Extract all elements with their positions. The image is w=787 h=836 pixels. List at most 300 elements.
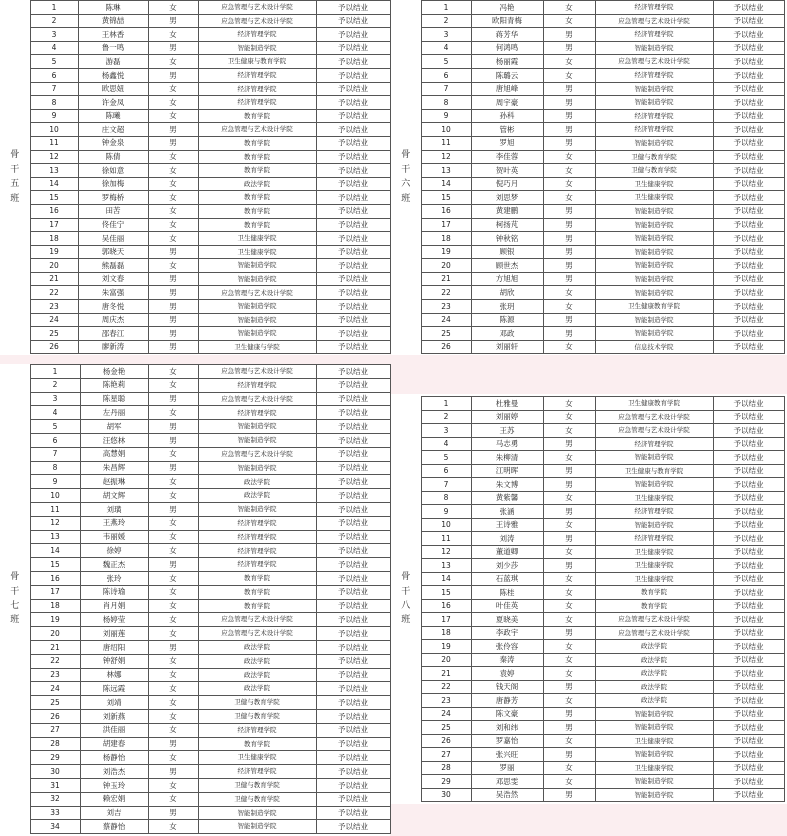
row-number: 2 (30, 14, 78, 28)
department: 卫生健康学院 (595, 559, 713, 573)
table-row (0, 96, 390, 110)
row-number: 13 (30, 164, 78, 178)
row-number: 13 (30, 530, 80, 544)
table-row (391, 532, 784, 546)
row-number: 20 (30, 627, 80, 641)
department: 政法学院 (198, 640, 316, 654)
gender: 男 (148, 41, 198, 55)
gender: 女 (543, 734, 595, 748)
result: 予以结业 (713, 464, 784, 478)
gender: 女 (543, 14, 595, 28)
gender: 男 (543, 464, 595, 478)
row-number: 6 (421, 68, 471, 82)
result: 予以结业 (713, 775, 784, 789)
table-row (0, 232, 390, 246)
department: 卫生健康学院 (595, 734, 713, 748)
gender: 女 (148, 571, 198, 585)
row-number: 34 (30, 820, 80, 834)
student-name: 张伶容 (471, 640, 543, 654)
row-number: 31 (30, 778, 80, 792)
roster-table-5 (0, 0, 391, 354)
row-number: 26 (30, 340, 78, 354)
gender: 女 (543, 191, 595, 205)
row-number: 24 (421, 313, 471, 327)
result: 予以结业 (316, 461, 390, 475)
row-number: 28 (30, 737, 80, 751)
result: 予以结业 (713, 788, 784, 802)
gender: 男 (148, 806, 198, 820)
department: 经济管理学院 (595, 123, 713, 137)
row-number: 4 (30, 41, 78, 55)
department: 教育学院 (198, 191, 316, 205)
gender: 男 (543, 707, 595, 721)
department: 经济管理学院 (595, 28, 713, 42)
gender: 女 (543, 397, 595, 411)
table-row (391, 478, 784, 492)
result: 予以结业 (316, 109, 390, 123)
row-number: 9 (421, 505, 471, 519)
department: 卫生健康学院 (198, 751, 316, 765)
table-row (0, 792, 390, 806)
department: 教育学院 (198, 136, 316, 150)
result: 予以结业 (713, 734, 784, 748)
department: 经济管理学院 (198, 723, 316, 737)
gender: 女 (148, 709, 198, 723)
row-number: 27 (421, 748, 471, 762)
department: 卫生健康学院 (198, 245, 316, 259)
department: 应急管理与艺术设计学院 (198, 447, 316, 461)
department: 卫健与教育学院 (198, 696, 316, 710)
table-row (0, 668, 390, 682)
department: 经济管理学院 (198, 378, 316, 392)
student-name: 柯扬芃 (471, 218, 543, 232)
gender: 女 (148, 232, 198, 246)
result: 予以结业 (713, 55, 784, 69)
row-number: 4 (421, 437, 471, 451)
row-number: 3 (30, 28, 78, 42)
department: 信息技术学院 (595, 340, 713, 354)
department: 经济管理学院 (595, 437, 713, 451)
student-name: 管彬 (471, 123, 543, 137)
table-row (0, 806, 390, 820)
row-number: 21 (30, 272, 78, 286)
gender: 男 (543, 82, 595, 96)
student-name: 朱昌辉 (80, 461, 148, 475)
table-row (391, 340, 784, 354)
row-number: 23 (421, 694, 471, 708)
table-row (0, 150, 390, 164)
student-name: 陈艳莉 (80, 378, 148, 392)
result: 予以结业 (316, 123, 390, 137)
student-name: 邓政 (471, 327, 543, 341)
student-name: 胡欣 (471, 286, 543, 300)
table-row (391, 286, 784, 300)
student-name: 张涵 (471, 505, 543, 519)
department: 智能制造学院 (595, 232, 713, 246)
gender: 女 (148, 1, 198, 15)
row-number: 1 (421, 397, 471, 411)
gender: 男 (543, 123, 595, 137)
department: 智能制造学院 (595, 788, 713, 802)
result: 予以结业 (316, 599, 390, 613)
student-name: 刘丽婷 (471, 410, 543, 424)
gender: 男 (148, 433, 198, 447)
result: 予以结业 (713, 586, 784, 600)
row-number: 23 (30, 668, 80, 682)
gender: 男 (543, 232, 595, 246)
gender: 男 (543, 721, 595, 735)
gender: 女 (543, 491, 595, 505)
student-name: 游磊 (78, 55, 148, 69)
table-row (391, 586, 784, 600)
row-number: 16 (421, 204, 471, 218)
student-name: 石蓝琪 (471, 572, 543, 586)
row-number: 24 (30, 313, 78, 327)
gender: 女 (148, 28, 198, 42)
student-name: 罗丽 (471, 761, 543, 775)
result: 予以结业 (713, 340, 784, 354)
gender: 男 (543, 245, 595, 259)
result: 予以结业 (713, 667, 784, 681)
result: 予以结业 (713, 259, 784, 273)
row-number: 4 (30, 406, 80, 420)
student-name: 魏正杰 (80, 558, 148, 572)
result: 予以结业 (316, 792, 390, 806)
result: 予以结业 (713, 191, 784, 205)
student-name: 钟舒娟 (80, 654, 148, 668)
department: 卫生健康教育学院 (595, 300, 713, 314)
gender: 女 (543, 667, 595, 681)
row-number: 25 (421, 721, 471, 735)
gender: 女 (543, 653, 595, 667)
result: 予以结业 (713, 761, 784, 775)
gender: 男 (148, 313, 198, 327)
result: 予以结业 (713, 721, 784, 735)
department: 应急管理与艺术设计学院 (595, 14, 713, 28)
student-name: 陈琳 (78, 1, 148, 15)
result: 予以结业 (316, 313, 390, 327)
student-name: 刘思梦 (471, 191, 543, 205)
result: 予以结业 (713, 245, 784, 259)
gender: 女 (148, 751, 198, 765)
gender: 女 (148, 668, 198, 682)
row-number: 19 (421, 245, 471, 259)
student-name: 李佳蓉 (471, 150, 543, 164)
student-name: 刘吉 (80, 806, 148, 820)
student-name: 黄建鹏 (471, 204, 543, 218)
student-name: 陈璐云 (471, 68, 543, 82)
department: 政法学院 (595, 667, 713, 681)
gender: 女 (148, 191, 198, 205)
table-row (0, 218, 390, 232)
row-number: 11 (30, 136, 78, 150)
gender: 男 (543, 109, 595, 123)
gender: 男 (148, 327, 198, 341)
department: 智能制造学院 (198, 259, 316, 273)
table-row (391, 572, 784, 586)
student-name: 刘丽轩 (471, 340, 543, 354)
table-row (0, 259, 390, 273)
department: 政法学院 (595, 694, 713, 708)
gender: 男 (543, 532, 595, 546)
gender: 女 (148, 682, 198, 696)
table-row (391, 177, 784, 191)
row-number: 7 (30, 82, 78, 96)
gender: 男 (148, 245, 198, 259)
department: 经济管理学院 (198, 406, 316, 420)
gender: 女 (543, 640, 595, 654)
student-name: 熊磊磊 (78, 259, 148, 273)
result: 予以结业 (713, 68, 784, 82)
student-name: 汪悠林 (80, 433, 148, 447)
student-name: 左丹丽 (80, 406, 148, 420)
result: 予以结业 (316, 654, 390, 668)
result: 予以结业 (316, 709, 390, 723)
student-name: 钟玉玲 (80, 778, 148, 792)
row-number: 3 (421, 28, 471, 42)
gender: 男 (148, 640, 198, 654)
department: 教育学院 (198, 204, 316, 218)
student-name: 陈文豪 (471, 707, 543, 721)
gender: 男 (543, 626, 595, 640)
row-number: 3 (30, 392, 80, 406)
row-number: 26 (421, 734, 471, 748)
result: 予以结业 (713, 136, 784, 150)
student-name: 赵振琳 (80, 475, 148, 489)
department: 智能制造学院 (595, 707, 713, 721)
table-row (0, 28, 390, 42)
student-name: 钟秋铭 (471, 232, 543, 246)
table-row (391, 640, 784, 654)
result: 予以结业 (316, 14, 390, 28)
department: 应急管理与艺术设计学院 (198, 14, 316, 28)
row-number: 9 (30, 109, 78, 123)
table-row (391, 14, 784, 28)
row-number: 25 (30, 696, 80, 710)
department: 应急管理与艺术设计学院 (198, 123, 316, 137)
table-row (0, 709, 390, 723)
table-row (0, 585, 390, 599)
row-number: 19 (30, 613, 80, 627)
row-number: 25 (421, 327, 471, 341)
row-number: 13 (421, 164, 471, 178)
gender: 男 (148, 340, 198, 354)
department: 智能制造学院 (595, 721, 713, 735)
row-number: 7 (421, 82, 471, 96)
department: 卫生健康与教育学院 (595, 464, 713, 478)
result: 予以结业 (316, 544, 390, 558)
result: 予以结业 (713, 96, 784, 110)
result: 予以结业 (713, 327, 784, 341)
result: 予以结业 (316, 259, 390, 273)
row-number: 13 (421, 559, 471, 573)
department: 教育学院 (198, 109, 316, 123)
row-number: 19 (421, 640, 471, 654)
result: 予以结业 (713, 626, 784, 640)
result: 予以结业 (713, 286, 784, 300)
table-row (391, 109, 784, 123)
gender: 女 (543, 150, 595, 164)
gender: 女 (543, 300, 595, 314)
student-name: 陈星聪 (80, 392, 148, 406)
gender: 男 (543, 313, 595, 327)
department: 应急管理与艺术设计学院 (198, 365, 316, 379)
gender: 女 (148, 599, 198, 613)
table-row (0, 696, 390, 710)
table-row (391, 82, 784, 96)
student-name: 江明晖 (471, 464, 543, 478)
table-row (391, 1, 784, 15)
department: 政法学院 (595, 680, 713, 694)
gender: 男 (148, 392, 198, 406)
department: 智能制造学院 (595, 136, 713, 150)
result: 予以结业 (316, 668, 390, 682)
student-name: 夏晓美 (471, 613, 543, 627)
gender: 男 (148, 765, 198, 779)
result: 予以结业 (713, 451, 784, 465)
department: 政法学院 (198, 475, 316, 489)
table-row (0, 613, 390, 627)
result: 予以结业 (316, 516, 390, 530)
result: 予以结业 (316, 327, 390, 341)
roster-sheet-8 (391, 394, 787, 804)
row-number: 21 (421, 272, 471, 286)
gender: 男 (543, 788, 595, 802)
table-row (391, 761, 784, 775)
student-name: 徐加梅 (78, 177, 148, 191)
row-number: 5 (30, 420, 80, 434)
student-name: 田苦 (78, 204, 148, 218)
result: 予以结业 (316, 778, 390, 792)
department: 智能制造学院 (595, 518, 713, 532)
row-number: 27 (30, 723, 80, 737)
student-name: 李政宇 (471, 626, 543, 640)
gender: 女 (148, 723, 198, 737)
row-number: 11 (421, 532, 471, 546)
row-number: 24 (30, 682, 80, 696)
gender: 女 (148, 96, 198, 110)
department: 教育学院 (198, 150, 316, 164)
row-number: 15 (30, 558, 80, 572)
student-name: 高慧娟 (80, 447, 148, 461)
result: 予以结业 (713, 424, 784, 438)
row-number: 25 (30, 327, 78, 341)
result: 予以结业 (316, 765, 390, 779)
result: 予以结业 (316, 150, 390, 164)
department: 经济管理学院 (198, 68, 316, 82)
result: 予以结业 (713, 518, 784, 532)
gender: 女 (543, 1, 595, 15)
student-name: 唐绍阳 (80, 640, 148, 654)
gender: 男 (148, 272, 198, 286)
table-row (391, 123, 784, 137)
student-name: 刘新燕 (80, 709, 148, 723)
table-row (0, 489, 390, 503)
gender: 男 (148, 461, 198, 475)
result: 予以结业 (316, 723, 390, 737)
row-number: 6 (30, 433, 80, 447)
row-number: 11 (421, 136, 471, 150)
result: 予以结业 (713, 300, 784, 314)
result: 予以结业 (316, 737, 390, 751)
row-number: 6 (30, 68, 78, 82)
department: 政法学院 (198, 654, 316, 668)
gender: 女 (148, 259, 198, 273)
department: 政法学院 (595, 640, 713, 654)
gender: 女 (543, 451, 595, 465)
result: 予以结业 (316, 245, 390, 259)
student-name: 倪巧月 (471, 177, 543, 191)
gender: 女 (543, 177, 595, 191)
row-number: 10 (421, 123, 471, 137)
row-number: 18 (30, 232, 78, 246)
department: 教育学院 (198, 585, 316, 599)
row-number: 14 (421, 572, 471, 586)
result: 予以结业 (316, 640, 390, 654)
result: 予以结业 (316, 82, 390, 96)
row-number: 8 (421, 491, 471, 505)
result: 予以结业 (316, 365, 390, 379)
student-name: 陈诗瑜 (80, 585, 148, 599)
class-label: 骨 干 六 班 (401, 150, 411, 204)
gender: 男 (543, 218, 595, 232)
department: 经济管理学院 (198, 28, 316, 42)
table-row (391, 300, 784, 314)
row-number: 1 (30, 365, 80, 379)
table-row (0, 109, 390, 123)
gender: 女 (148, 585, 198, 599)
result: 予以结业 (316, 806, 390, 820)
result: 予以结业 (316, 28, 390, 42)
student-name: 袁婷 (471, 667, 543, 681)
gender: 女 (543, 775, 595, 789)
roster-sheet-7 (0, 364, 390, 836)
department: 卫生健康与教育学院 (198, 55, 316, 69)
gender: 女 (148, 696, 198, 710)
row-number: 10 (421, 518, 471, 532)
student-name: 陈远霞 (80, 682, 148, 696)
gender: 女 (148, 489, 198, 503)
department: 经济管理学院 (198, 96, 316, 110)
row-number: 22 (30, 286, 78, 300)
department: 智能制造学院 (595, 286, 713, 300)
gender: 女 (543, 613, 595, 627)
department: 卫生健康学院 (595, 177, 713, 191)
gender: 男 (543, 28, 595, 42)
table-row (391, 150, 784, 164)
department: 智能制造学院 (595, 259, 713, 273)
student-name: 郭晓天 (78, 245, 148, 259)
row-number: 19 (30, 245, 78, 259)
gender: 女 (148, 378, 198, 392)
table-row (0, 530, 390, 544)
table-row (391, 164, 784, 178)
table-row (391, 259, 784, 273)
table-row (391, 626, 784, 640)
gender: 女 (148, 109, 198, 123)
row-number: 33 (30, 806, 80, 820)
student-name: 刘靖 (80, 696, 148, 710)
gender: 女 (148, 544, 198, 558)
row-number: 12 (30, 150, 78, 164)
department: 智能制造学院 (595, 313, 713, 327)
table-row (0, 177, 390, 191)
result: 予以结业 (713, 150, 784, 164)
table-row (391, 518, 784, 532)
gender: 女 (543, 599, 595, 613)
row-number: 7 (421, 478, 471, 492)
student-name: 杨静怡 (80, 751, 148, 765)
